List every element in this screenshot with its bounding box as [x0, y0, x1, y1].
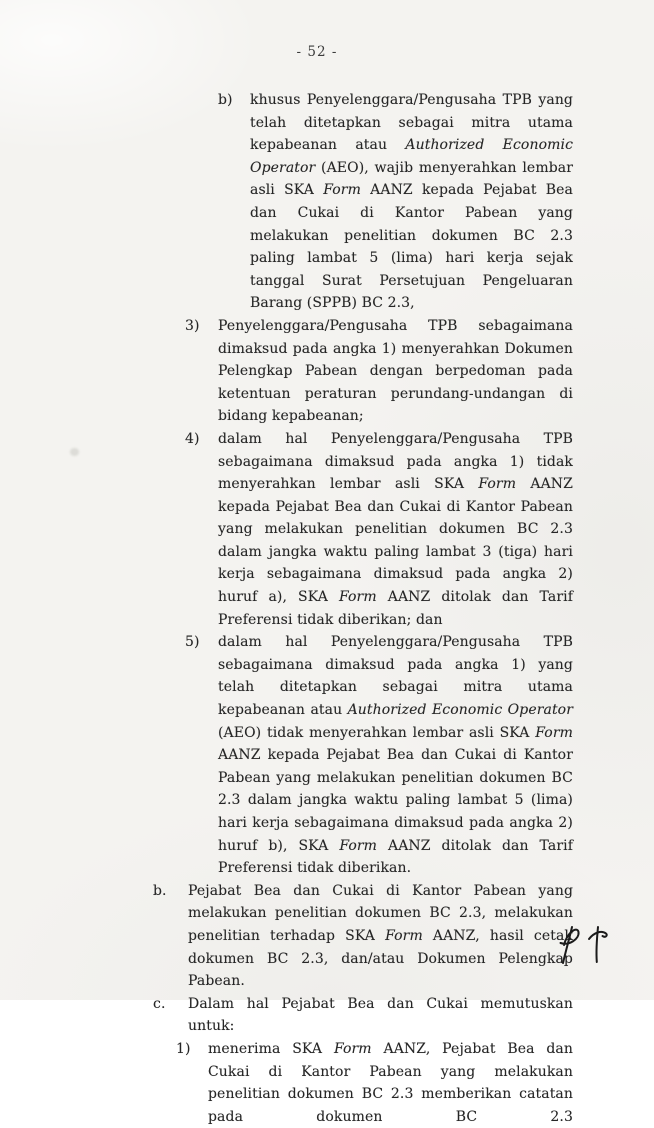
list-item-4 [185, 428, 574, 631]
text-segment: dalam hal Penyelenggara/Pengusaha TPB sebagaimana dimaksud pada angka 1) yang telah ditetapkan sebagai mitra utama kepabeanan atau [218, 634, 573, 719]
text-segment: AANZ kepada Pejabat Bea dan Cukai di Kantor Pabean yang melakukan penelitian dokumen BC 2.3 dalam jangka waktu paling lambat 5 (lima) hari kerja sebagaimana dimaksud pada angka 2) huruf b), SKA [218, 747, 573, 854]
page-number: - 52 - [296, 44, 338, 60]
italic-text-segment: Authorized Economic Operator [250, 137, 574, 176]
item-text [218, 431, 573, 628]
item-label: c. [153, 995, 166, 1012]
item-label: b. [153, 882, 167, 899]
item-label: b) [218, 92, 233, 108]
list-item-b-paren [218, 89, 574, 315]
text-segment: AANZ kepada Pejabat Bea dan Cukai di Kantor Pabean yang melakukan penelitian dokumen BC 2.3 paling lambat 5 (lima) hari kerja sejak tanggal Surat Persetujuan Pengeluaran Barang (SPPB) BC 2.3, [250, 182, 573, 312]
item-text [218, 318, 573, 424]
item-text [188, 996, 573, 1035]
text-segment: Dalam hal Pejabat Bea dan Cukai memutuskan untuk: [188, 995, 573, 1035]
italic-text-segment: Form [478, 476, 517, 493]
list-item-5 [185, 631, 573, 880]
list-item-3 [185, 315, 573, 428]
italic-text-segment: Form [333, 1040, 372, 1057]
text-segment: (AEO), wajib menyerahkan lembar asli SKA [250, 159, 573, 199]
item-label: 3) [185, 317, 200, 334]
text-segment: AANZ kepada Pejabat Bea dan Cukai di Kantor Pabean yang melakukan penelitian dokumen BC 2.3 dalam jangka waktu paling lambat 3 (tiga) hari kerja sebagaimana dimaksud pada angka 2) huruf a), SKA [218, 476, 573, 606]
item-text [188, 883, 573, 989]
list-item-c [153, 993, 573, 1038]
text-segment: AANZ, hasil cetak dokumen BC 2.3, dan/atau Dokumen Pelengkap Pabean. [188, 927, 573, 990]
scan-artifact [70, 448, 79, 456]
item-text [250, 92, 573, 311]
text-segment: Pejabat Bea dan Cukai di Kantor Pabean yang melakukan penelitian dokumen BC 2.3, melakukan penelitian terhadap SKA [188, 882, 573, 944]
text-segment: AANZ ditolak dan Tarif Preferensi tidak diberikan; dan [218, 589, 574, 628]
text-segment: (AEO) tidak menyerahkan lembar asli SKA [218, 724, 536, 741]
italic-text-segment: Form [338, 589, 377, 606]
text-segment: dalam hal Penyelenggara/Pengusaha TPB sebagaimana dimaksud pada angka 1) tidak menyerahkan lembar asli SKA [218, 430, 573, 493]
italic-text-segment: Form [339, 837, 378, 854]
handwritten-initials [548, 916, 628, 976]
italic-text-segment: Authorized Economic Operator [347, 702, 573, 719]
italic-text-segment: Form [323, 182, 361, 199]
item-text [218, 634, 573, 876]
text-segment: menerima SKA [208, 1040, 334, 1057]
item-label: 5) [185, 634, 200, 651]
text-segment: AANZ, Pejabat Bea dan Cukai di Kantor Pabean yang melakukan penelitian dokumen BC 2.3 memberikan catatan pada dokumen BC 2.3 [208, 1040, 573, 1125]
text-segment: khusus Penyelenggara/Pengusaha TPB yang telah ditetapkan sebagai mitra utama kepabeanan atau [250, 92, 573, 154]
list-item-b [153, 880, 573, 993]
italic-text-segment: Form [535, 724, 573, 741]
item-text [208, 1041, 573, 1125]
text-segment: Penyelenggara/Pengusaha TPB sebagaimana dimaksud pada angka 1) menyerahkan Dokumen Pelengkap Pabean dengan berpedoman pada ketentuan peraturan perundang-undangan di bidang kepabeanan; [218, 317, 573, 425]
italic-text-segment: Form [385, 927, 423, 944]
list-item-1 [176, 1038, 573, 1128]
item-label: 4) [185, 430, 200, 447]
item-label: 1) [176, 1040, 191, 1057]
text-segment: AANZ ditolak dan Tarif Preferensi tidak diberikan. [218, 837, 573, 877]
